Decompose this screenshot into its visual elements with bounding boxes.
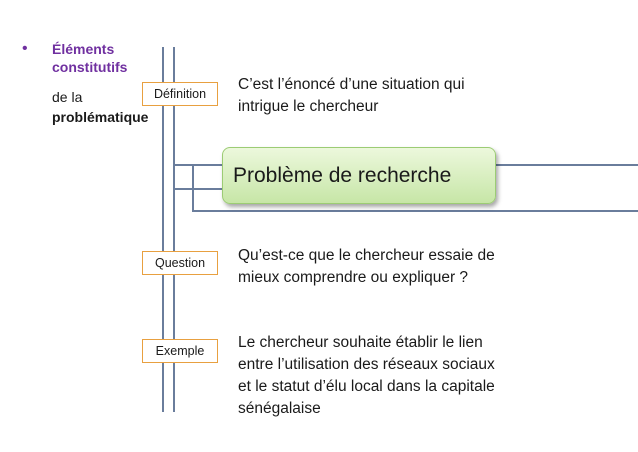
question-text <box>238 245 538 289</box>
question-line: Qu’est-ce que le chercheur essaie de <box>238 247 495 264</box>
question-line: mieux comprendre ou expliquer ? <box>238 269 469 286</box>
heading-line-2: constitutifs <box>52 59 128 75</box>
main-concept-box: Problème de recherche <box>222 147 496 204</box>
definition-line: C’est l’énoncé d’une situation qui <box>238 76 465 93</box>
bullet-marker: • <box>22 40 28 57</box>
tag-exemple: Exemple <box>142 339 218 363</box>
heading-line-1: Éléments <box>52 41 115 57</box>
bracket-tick <box>175 188 222 190</box>
exemple-line: entre l’utilisation des réseaux sociaux <box>238 356 495 373</box>
exemple-line: et le statut d’élu local dans la capitale <box>238 378 495 395</box>
exemple-line: Le chercheur souhaite établir le lien <box>238 334 483 351</box>
horizontal-connector-bottom <box>192 210 638 212</box>
tag-question: Question <box>142 251 218 275</box>
definition-text <box>238 74 538 118</box>
heading-line-3: de la <box>52 89 83 105</box>
exemple-text <box>238 332 538 420</box>
heading-line-4: problématique <box>52 109 149 125</box>
exemple-line: sénégalaise <box>238 400 321 417</box>
definition-line: intrigue le chercheur <box>238 98 379 115</box>
tag-definition: Définition <box>142 82 218 106</box>
